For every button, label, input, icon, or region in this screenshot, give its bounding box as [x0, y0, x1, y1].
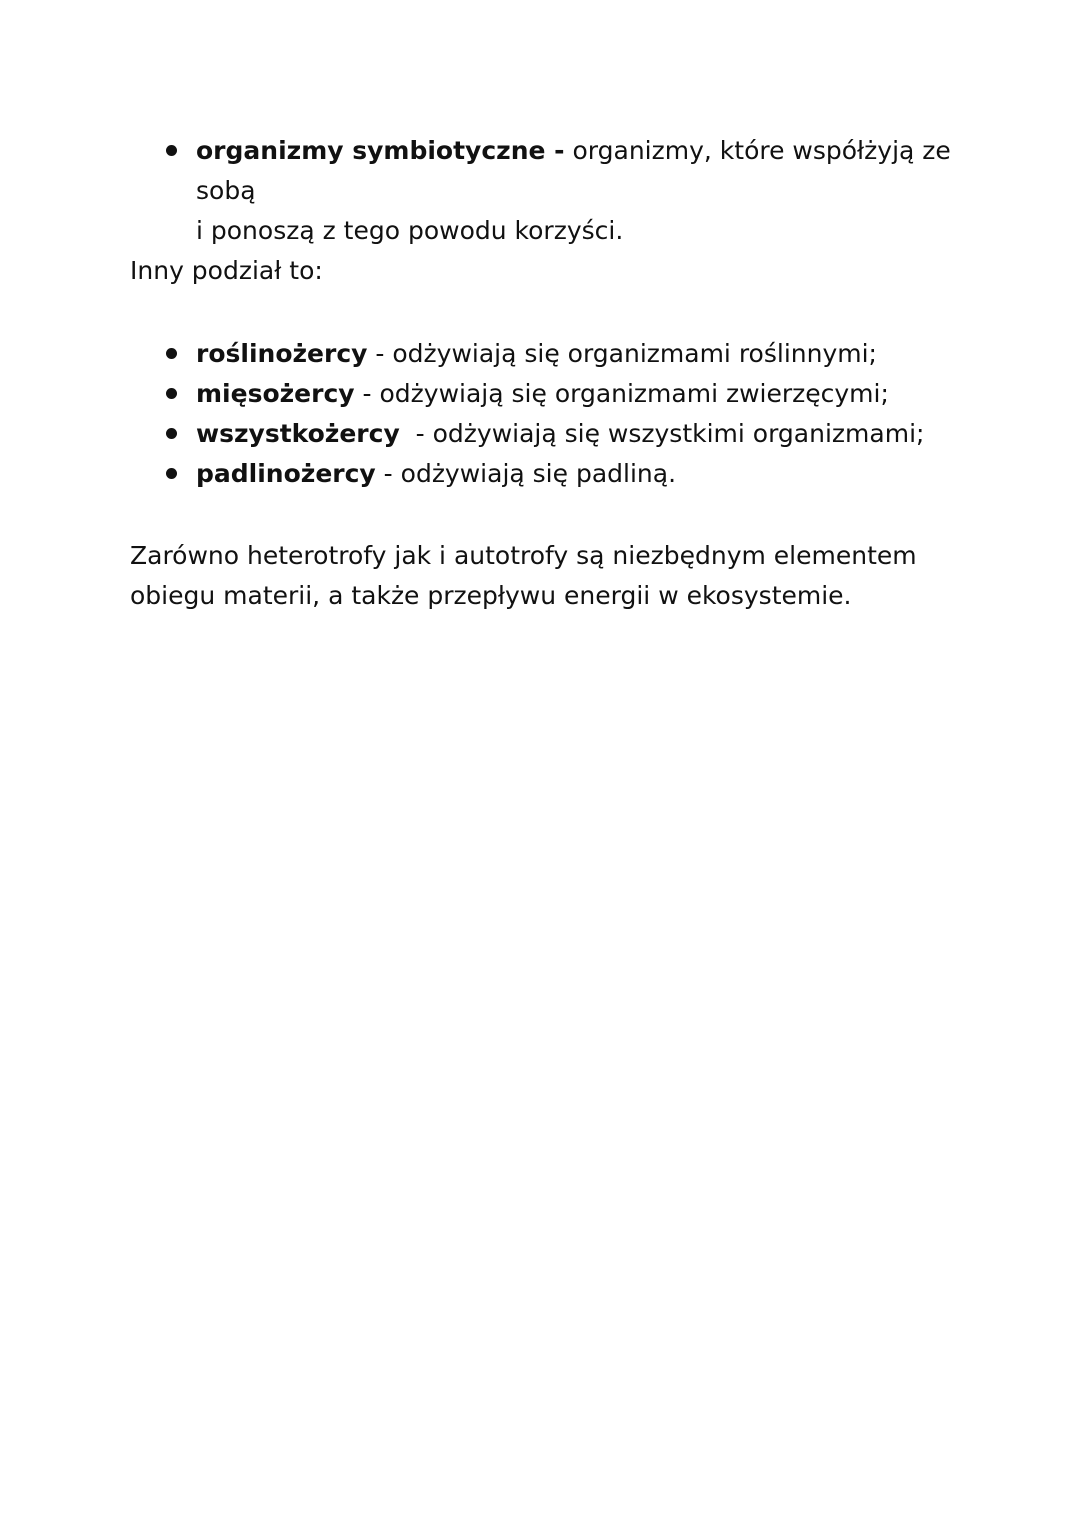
- conclusion-line-2: obiegu materii, a także przepływu energii w ekosystemie.: [130, 581, 852, 610]
- bullet-icon: [166, 428, 177, 439]
- conclusion-paragraph: [130, 536, 990, 616]
- list-item: [130, 374, 990, 414]
- term-description: - odżywiają się organizmami zwierzęcymi;: [354, 379, 889, 408]
- bullet-icon: [166, 348, 177, 359]
- term-label: organizmy symbiotyczne -: [196, 136, 565, 165]
- list-item: [130, 131, 990, 251]
- term-description: - odżywiają się padliną.: [375, 459, 677, 488]
- list-item: [130, 334, 990, 374]
- bullet-icon: [166, 145, 177, 156]
- bullet-icon: [166, 468, 177, 479]
- symbiotic-organisms-list: [130, 131, 990, 251]
- list-item: [130, 454, 990, 494]
- diet-classification-list: [130, 334, 990, 494]
- term-description: organizmy, które współżyją ze sobą: [196, 136, 951, 205]
- term-label: wszystkożercy: [196, 419, 400, 448]
- intro-paragraph: Inny podział to:: [130, 256, 323, 285]
- term-label: padlinożercy: [196, 459, 376, 488]
- term-description: - odżywiają się wszystkimi organizmami;: [399, 419, 925, 448]
- term-label: roślinożercy: [196, 339, 368, 368]
- bullet-icon: [166, 388, 177, 399]
- conclusion-line-1: Zarówno heterotrofy jak i autotrofy są niezbędnym elementem: [130, 541, 917, 570]
- term-description: - odżywiają się organizmami roślinnymi;: [367, 339, 877, 368]
- list-item: [130, 414, 990, 454]
- term-description-continued: i ponoszą z tego powodu korzyści.: [196, 216, 624, 245]
- term-label: mięsożercy: [196, 379, 355, 408]
